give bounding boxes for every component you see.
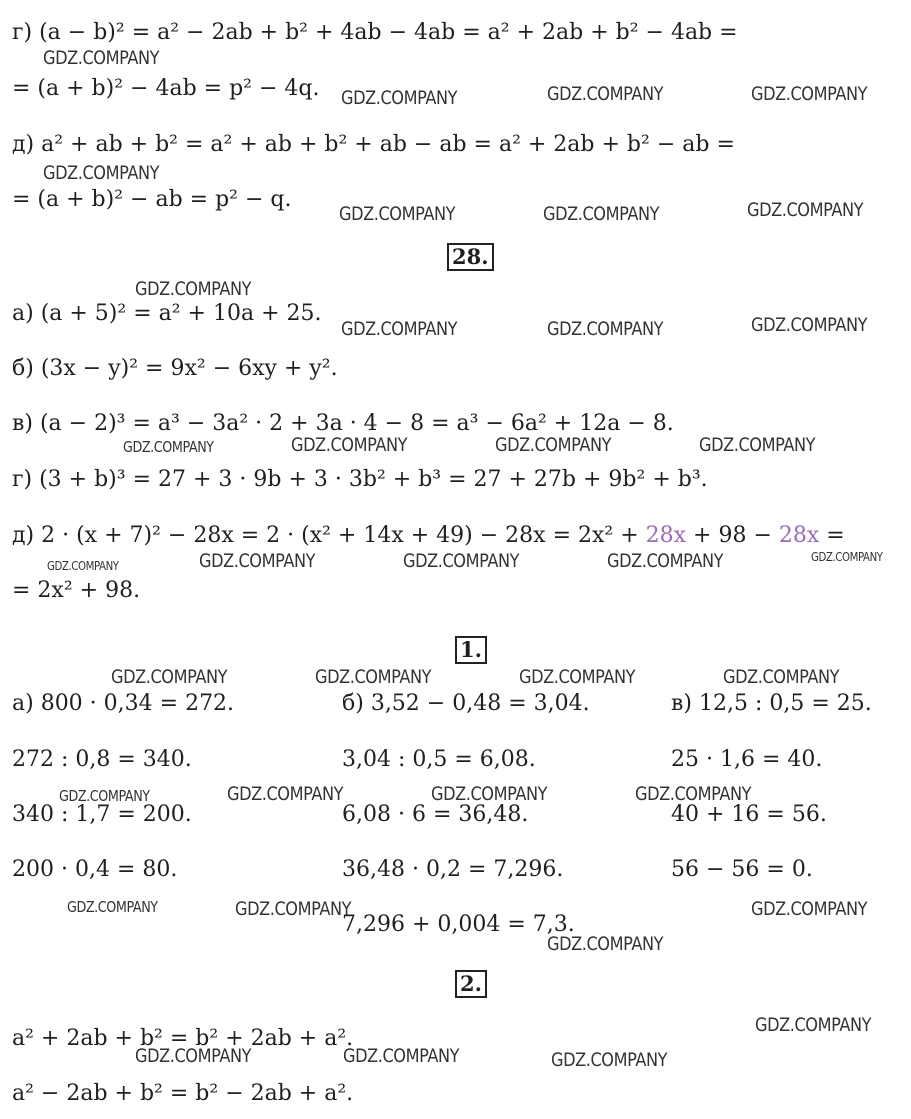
- task2-eq-2: a² − 2ab + b² = b² − 2ab + a².: [12, 1081, 354, 1106]
- solution-line-g-2: = (a + b)² − 4ab = p² − 4q.: [12, 76, 320, 101]
- highlight-term: 28x: [645, 523, 687, 548]
- watermark: GDZ.COMPANY: [519, 666, 636, 688]
- task28-g: г) (3 + b)³ = 27 + 3 · 9b + 3 · 3b² + b³ = 27 + 27b + 9b² + b³.: [12, 467, 708, 492]
- task1-col1-c: 340 : 1,7 = 200.: [12, 802, 192, 827]
- watermark: GDZ.COMPANY: [341, 318, 458, 340]
- watermark: GDZ.COMPANY: [755, 1014, 872, 1036]
- task-number-2: 2.: [455, 970, 487, 998]
- watermark: GDZ.COMPANY: [635, 783, 752, 805]
- task28-a: а) (a + 5)² = a² + 10a + 25.: [12, 301, 322, 326]
- task-number-1: 1.: [455, 636, 487, 664]
- highlight-term: 28x: [778, 523, 820, 548]
- watermark: GDZ.COMPANY: [747, 199, 864, 221]
- watermark: GDZ.COMPANY: [431, 783, 548, 805]
- task1-col2-a: б) 3,52 − 0,48 = 3,04.: [342, 691, 590, 716]
- task1-col2-b: 3,04 : 0,5 = 6,08.: [342, 747, 536, 772]
- watermark: GDZ.COMPANY: [751, 83, 868, 105]
- solution-line-d-1: д) a² + ab + b² = a² + ab + b² + ab − ab = a² + 2ab + b² − ab =: [12, 132, 735, 157]
- task1-col3-b: 25 · 1,6 = 40.: [671, 747, 823, 772]
- watermark: GDZ.COMPANY: [235, 898, 352, 920]
- watermark: GDZ.COMPANY: [341, 87, 458, 109]
- task28-v: в) (a − 2)³ = a³ − 3a² · 2 + 3a · 4 − 8 = a³ − 6a² + 12a − 8.: [12, 411, 674, 436]
- watermark: GDZ.COMPANY: [551, 1049, 668, 1071]
- solution-line-g-1: г) (a − b)² = a² − 2ab + b² + 4ab − 4ab = a² + 2ab + b² − 4ab =: [12, 20, 738, 45]
- watermark: GDZ.COMPANY: [607, 550, 724, 572]
- watermark: GDZ.COMPANY: [291, 434, 408, 456]
- task1-col2-e: 7,296 + 0,004 = 7,3.: [342, 912, 575, 937]
- watermark: GDZ.COMPANY: [111, 666, 228, 688]
- task1-col2-d: 36,48 · 0,2 = 7,296.: [342, 857, 564, 882]
- solution-line-d-2: = (a + b)² − ab = p² − q.: [12, 187, 292, 212]
- watermark: GDZ.COMPANY: [751, 898, 868, 920]
- watermark: GDZ.COMPANY: [339, 203, 456, 225]
- watermark: GDZ.COMPANY: [123, 438, 214, 456]
- task1-col3-d: 56 − 56 = 0.: [671, 857, 813, 882]
- task28-d-2: = 2x² + 98.: [12, 578, 141, 603]
- task1-col3-c: 40 + 16 = 56.: [671, 802, 827, 827]
- watermark: GDZ.COMPANY: [47, 559, 119, 573]
- task1-col1-b: 272 : 0,8 = 340.: [12, 747, 192, 772]
- task28-d-middle: + 98 −: [686, 523, 779, 548]
- watermark: GDZ.COMPANY: [199, 550, 316, 572]
- watermark: GDZ.COMPANY: [135, 278, 252, 300]
- task28-d-suffix: =: [819, 523, 845, 548]
- task1-col1-a: а) 800 · 0,34 = 272.: [12, 691, 235, 716]
- watermark: GDZ.COMPANY: [495, 434, 612, 456]
- watermark: GDZ.COMPANY: [547, 933, 664, 955]
- watermark: GDZ.COMPANY: [547, 83, 664, 105]
- task1-col3-a: в) 12,5 : 0,5 = 25.: [671, 691, 872, 716]
- watermark: GDZ.COMPANY: [315, 666, 432, 688]
- watermark: GDZ.COMPANY: [723, 666, 840, 688]
- watermark: GDZ.COMPANY: [59, 787, 150, 805]
- watermark: GDZ.COMPANY: [547, 318, 664, 340]
- watermark: GDZ.COMPANY: [67, 898, 158, 916]
- watermark: GDZ.COMPANY: [699, 434, 816, 456]
- task1-col1-d: 200 · 0,4 = 80.: [12, 857, 178, 882]
- task-number-28: 28.: [447, 243, 494, 271]
- watermark: GDZ.COMPANY: [751, 314, 868, 336]
- watermark: GDZ.COMPANY: [227, 783, 344, 805]
- task28-d-prefix: д) 2 · (x + 7)² − 28x = 2 · (x² + 14x + 49) − 28x = 2x² +: [12, 523, 646, 548]
- task1-col2-c: 6,08 · 6 = 36,48.: [342, 802, 529, 827]
- watermark: GDZ.COMPANY: [811, 550, 883, 564]
- task2-eq-1: a² + 2ab + b² = b² + 2ab + a².: [12, 1026, 354, 1051]
- watermark: GDZ.COMPANY: [43, 162, 160, 184]
- watermark: GDZ.COMPANY: [135, 1045, 252, 1067]
- watermark: GDZ.COMPANY: [403, 550, 520, 572]
- watermark: GDZ.COMPANY: [343, 1045, 460, 1067]
- task28-b: б) (3x − y)² = 9x² − 6xy + y².: [12, 356, 338, 381]
- task28-d-1: [12, 523, 845, 549]
- watermark: GDZ.COMPANY: [543, 203, 660, 225]
- watermark: GDZ.COMPANY: [43, 47, 160, 69]
